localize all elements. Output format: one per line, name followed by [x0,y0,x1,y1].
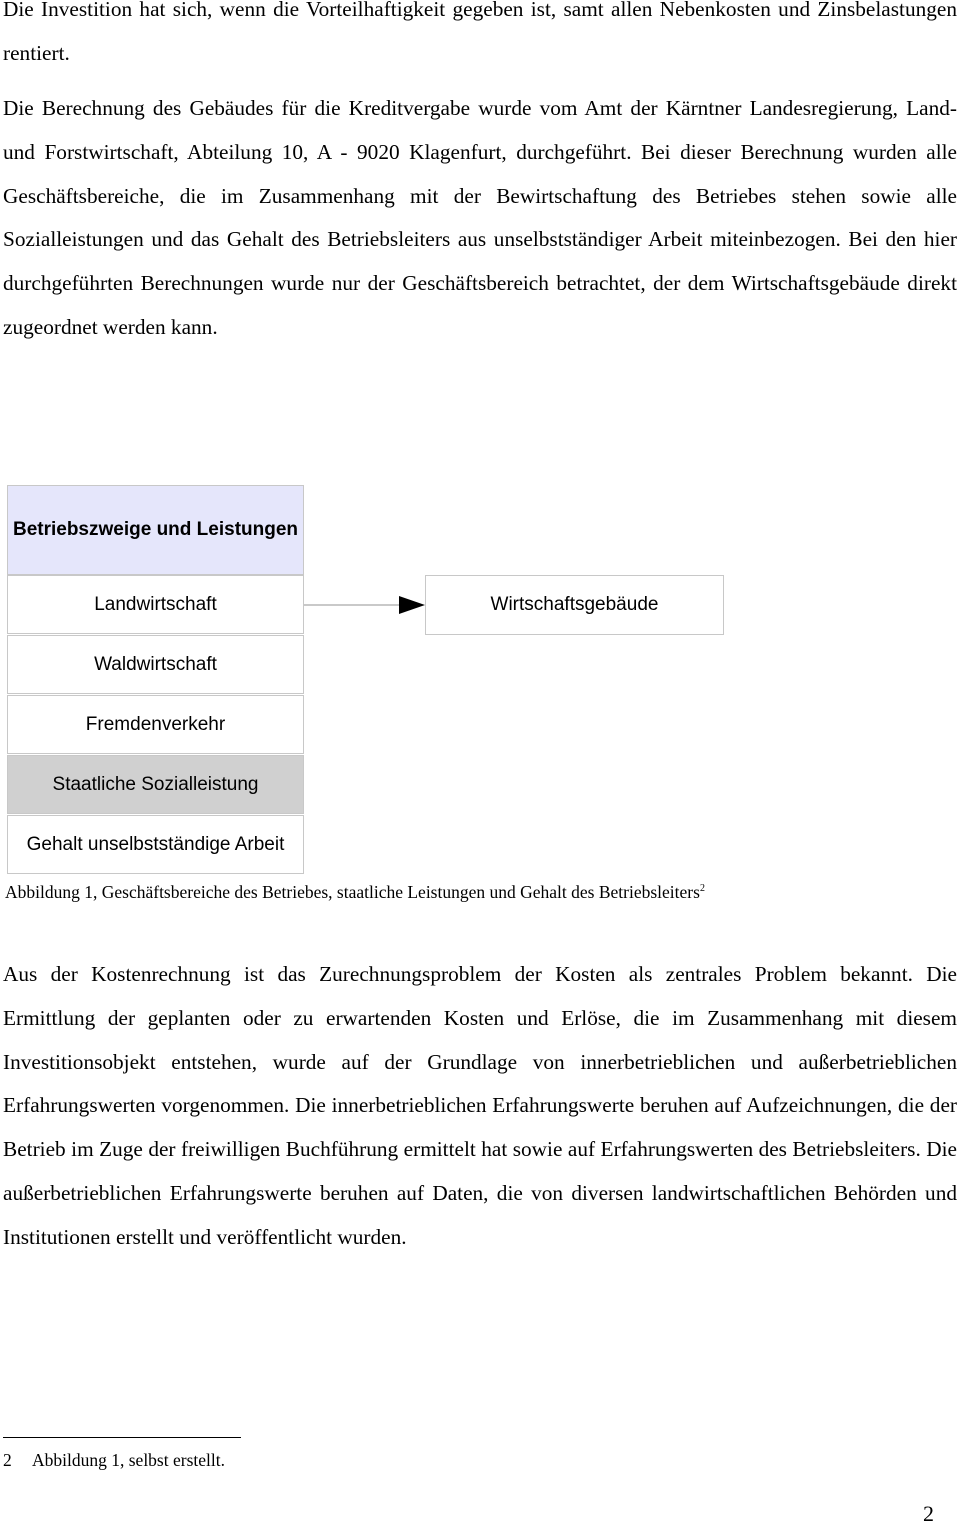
footnote-text: Abbildung 1, selbst erstellt. [32,1450,225,1470]
footnote-number: 2 [3,1450,12,1470]
diagram-box-sozialleistung: Staatliche Sozialleistung [7,755,304,814]
diagram-box-waldwirtschaft: Waldwirtschaft [7,635,304,694]
arrow-connector [304,594,425,616]
diagram-box-gehalt: Gehalt unselbstständige Arbeit [7,815,304,874]
figure-caption [5,876,705,905]
footnote [3,1447,225,1473]
page-number: 2 [923,1501,934,1526]
footnote-separator [3,1437,241,1438]
paragraph-kostenrechnung: Aus der Kostenrechnung ist das Zurechnungsproblem der Kosten als zentrales Problem bekannt. Die Ermittlung der geplanten oder zu erwartenden Kosten und Erlöse, die im Zusammenhang mit diesem Investitionsobjekt entstehen, wurde auf der Grundlage von innerbetrieblichen und außerbetrieblichen Erfahrungswerten vorgenommen. Die innerbetrieblichen Erfahrungswerte beruhen auf Aufzeichnungen, die der Betrieb im Zuge der freiwilligen Buchführung ermittelt hat sowie auf Erfahrungswerten des Betriebsleiters. Die außerbetrieblichen Erfahrungswerte beruhen auf Daten, die von diversen landwirtschaftlichen Behörden und Institutionen erstellt und veröffentlicht wurden. [3,962,957,1249]
diagram-header-box: Betriebszweige und Leistungen [7,485,304,575]
arrow-head [399,596,425,614]
footnote-reference: 2 [699,883,705,894]
paragraph-investition: Die Investition hat sich, wenn die Vorteilhaftigkeit gegeben ist, samt allen Nebenkosten und Zinsbelastungen rentiert. [3,0,957,65]
paragraph-berechnung: Die Berechnung des Gebäudes für die Kreditvergabe wurde vom Amt der Kärntner Landesregierung, Land- und Forstwirtschaft, Abteilung 10, A - 9020 Klagenfurt, durchgeführt. Bei dieser Berechnung wurden alle Geschäftsbereiche, die im Zusammenhang mit der Bewirtschaftung des Betriebes stehen sowie alle Sozialleistungen und das Gehalt des Betriebsleiters aus unselbstständiger Arbeit miteinbezogen. Bei den hier durchgeführten Berechnungen wurde nur der Geschäftsbereich betrachtet, der dem Wirtschaftsgebäude direkt zugeordnet werden kann. [3,96,957,339]
caption-text: Abbildung 1, Geschäftsbereiche des Betriebes, staatliche Leistungen und Gehalt des Betriebsleiters [5,882,700,902]
diagram-box-fremdenverkehr: Fremdenverkehr [7,695,304,754]
diagram-box-wirtschaftsgebaeude: Wirtschaftsgebäude [425,575,724,635]
diagram-box-landwirtschaft: Landwirtschaft [7,575,304,634]
